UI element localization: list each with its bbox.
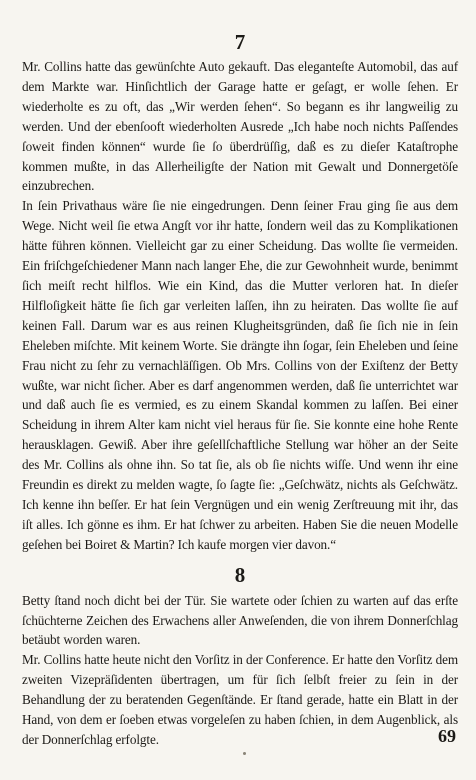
chapter-7-paragraph-1: Mr. Collins hatte das gewünſchte Auto gekauft. Das eleganteſte Automobil, das auf dem Markte war. Hinſichtlich der Garage hatte er geſagt, er wolle ſehen. Er wiederholte es zu oft, das „Wir werden ſehen“. So begann es ihr langweilig zu werden. Und der ebenſooft wiederholten Ausrede „Ich habe noch nichts Paſſendes ſoweit finden können“ wurde ſie ſo überdrüſſig, daß es zu dieſer Kataſtrophe kommen mußte, in das Allerheiligſte der Nation mit Gewalt und Donnergetöſe einzubrechen. [22, 59, 458, 194]
ink-speck [243, 752, 246, 755]
chapter-7-number: 7 [234, 30, 246, 54]
chapter-7-paragraph-2: In ſein Privathaus wäre ſie nie eingedrungen. Denn ſeiner Frau ging ſie aus dem Wege. Nicht weil ſie etwa Angſt vor ihr hatte, ſondern weil das zu Komplikationen hätte führen können. Vielleicht gar zu einer Scheidung. Das wollte ſie vermeiden. Ein friſchgeſchiedener Mann nach langer Ehe, die zur Gewohnheit wurde, benimmt ſich meiſt recht hilflos. Wie ein Kind, das die Mutter verloren hat. In dieſer Hilfloſigkeit hätte ſie ſich gar verleiten laſſen, ihn zu heiraten. Das wollte ſie auf keinen Fall. Darum war es aus reinen Klugheitsgründen, daß ſie ſich nie in ſein Eheleben miſchte. Mit keinem Worte. Sie drängte ihn ſogar, ſein Eheleben und ſeine Frau nicht zu ſehr zu vernachläſſigen. Ob Mrs. Collins von der Exiſtenz der Betty wußte, war nicht ſicher. Aber es darf angenommen werden, daß ſie unterrichtet war und daß auch ſie es vermied, es zu einem Skandal kommen zu laſſen. Bei einer Scheidung in ihrem Alter kam nicht viel heraus für ſie. Sie konnte eine hohe Rente herausklagen. Gewiß. Aber ihre geſellſchaftliche Stellung war höher an der Seite des Mr. Collins als ohne ihn. So tat ſie, als ob ſie nichts wiſſe. Und wenn ihr eine Freundin es direkt zu melden wagte, ſo ſagte ſie: „Geſchwätz, nichts als Geſchwätz. Ich kenne ihn beſſer. Er hat ſein Vergnügen und ein wenig Zerſtreuung mit ihr, das iſt alles. Ich gönne es ihm. Er hat ſchwer zu arbeiten. Haben Sie die neuen Modelle geſehen bei Boiret & Martin? Ich kaufe morgen vier davon.“ [22, 198, 458, 552]
chapter-8-number: 8 [234, 562, 246, 587]
chapter-8-paragraph-2: Mr. Collins hatte heute nicht den Vorſitz in der Conference. Er hatte den Vorſitz dem zweiten Vizepräſidenten übertragen, um für ſich ſelbſt freier zu ſein in der Behandlung der zu beratenden Gegenſtände. Er ſtand gerade, hatte ein Blatt in der Hand, von dem er ſoeben etwas vorgeleſen zu haben ſchien, in dem Augenblick, als der Donnerſchlag erfolgte. [22, 652, 458, 747]
chapter-8-paragraph-1: Betty ſtand noch dicht bei der Tür. Sie wartete oder ſchien zu warten auf das erſte ſchüchterne Zeichen des Erwachens aller Anweſenden, die von ihrem Donnerſchlag betäubt worden waren. [22, 592, 458, 648]
page-number: 69 [438, 726, 456, 746]
book-page [22, 30, 458, 750]
